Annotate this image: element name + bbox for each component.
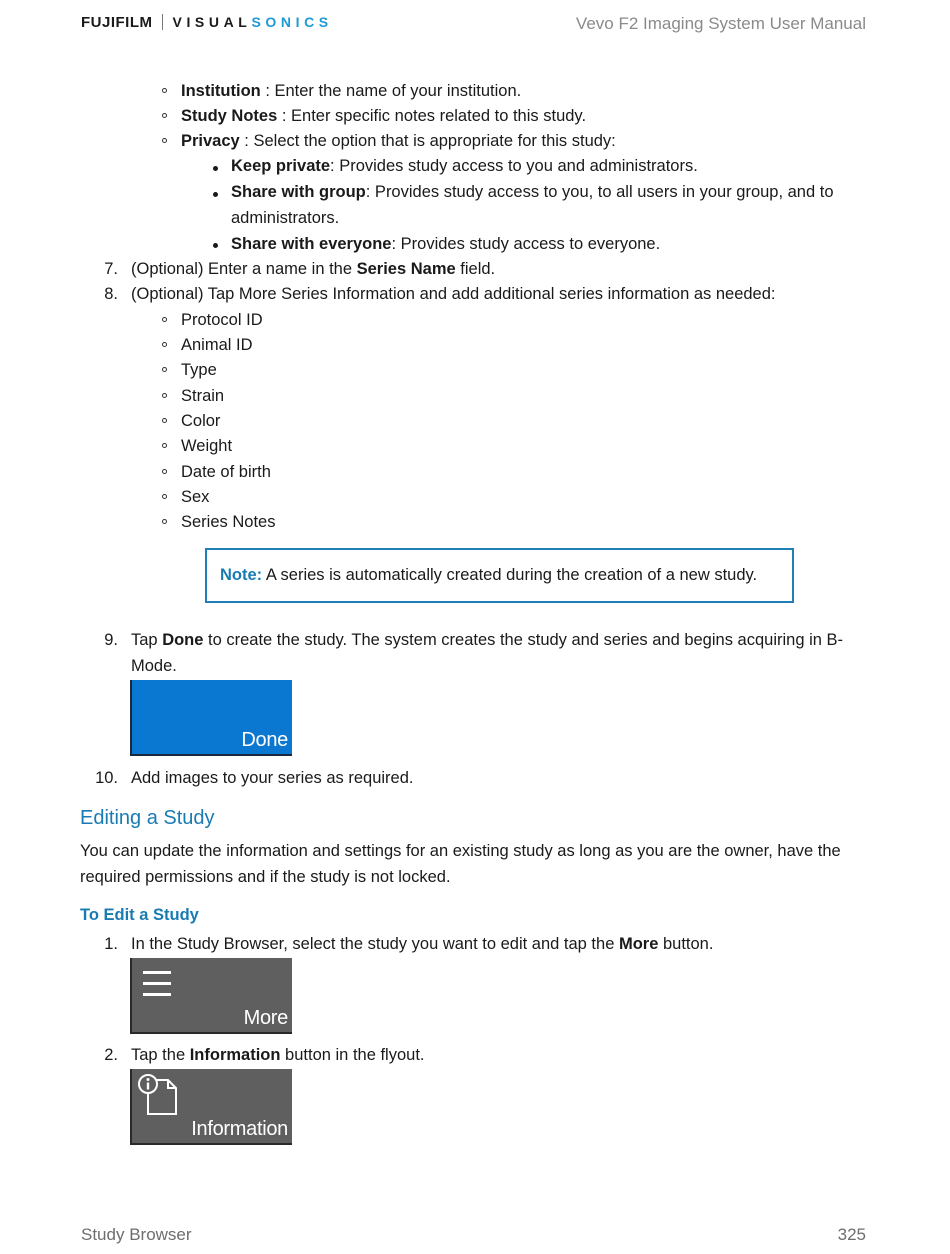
bullet-dot-icon [213, 243, 218, 248]
hamburger-menu-icon [142, 968, 172, 1003]
bullet-circle-icon [162, 519, 167, 524]
step-number: 8. [104, 285, 118, 303]
bullet-circle-icon [162, 342, 167, 347]
section-paragraph: You can update the information and settings for an existing study as long as you are the owner, have the [80, 842, 841, 860]
logo-brand: FUJIFILM [81, 13, 153, 31]
bullet-circle-icon [162, 138, 167, 143]
edit-step-1-text: In the Study Browser, select the study you want to edit and tap the More button. [131, 935, 714, 953]
step-7-text: (Optional) Enter a name in the Series Name field. [131, 260, 496, 278]
series-field-item: Series Notes [181, 513, 276, 531]
section-heading: Editing a Study [80, 807, 215, 829]
done-button [130, 680, 292, 756]
privacy-option-share-group-cont: administrators. [231, 209, 340, 227]
page-number: 325 [837, 1225, 866, 1244]
information-button-label: Information [191, 1118, 288, 1140]
step-9-text: Tap Done to create the study. The system creates the study and series and begins acquiring in B- [131, 631, 844, 649]
series-field-item: Animal ID [181, 336, 253, 354]
bullet-circle-icon [162, 494, 167, 499]
manual-title: Vevo F2 Imaging System User Manual [575, 14, 866, 33]
privacy-option-share-everyone: Share with everyone: Provides study access to everyone. [231, 235, 661, 253]
note-box [205, 548, 794, 603]
logo-product-visual: VISUAL [172, 14, 252, 30]
step-8-text: (Optional) Tap More Series Information and add additional series information as needed: [131, 285, 776, 303]
bullet-circle-icon [162, 393, 167, 398]
procedure-heading: To Edit a Study [80, 906, 199, 924]
series-field-item: Color [181, 412, 221, 430]
privacy-option-keep-private: Keep private: Provides study access to you and administrators. [231, 157, 698, 175]
section-paragraph-cont: required permissions and if the study is not locked. [80, 868, 451, 886]
bullet-circle-icon [162, 88, 167, 93]
more-button-label: More [243, 1007, 288, 1029]
privacy-option-share-group: Share with group: Provides study access to you, to all users in your group, and to [231, 183, 834, 201]
fujifilm-visualsonics-logo [81, 13, 333, 31]
series-field-item: Weight [181, 437, 233, 455]
bullet-circle-icon [162, 367, 167, 372]
step-number: 2. [104, 1046, 118, 1064]
done-button-label: Done [241, 729, 288, 751]
information-button [130, 1069, 292, 1145]
logo-divider [162, 14, 163, 30]
step-number: 1. [104, 935, 118, 953]
list-item-institution: Institution : Enter the name of your institution. [181, 82, 522, 100]
bullet-circle-icon [162, 113, 167, 118]
step-number: 9. [104, 631, 118, 649]
step-number: 7. [104, 260, 118, 278]
bullet-circle-icon [162, 469, 167, 474]
bullet-circle-icon [162, 443, 167, 448]
footer-section-name: Study Browser [81, 1225, 192, 1244]
step-number: 10. [95, 769, 118, 787]
more-button [130, 958, 292, 1034]
series-field-item: Sex [181, 488, 210, 506]
list-item-study-notes: Study Notes : Enter specific notes related to this study. [181, 107, 587, 125]
logo-product-sonics: SONICS [251, 14, 333, 30]
edit-step-2-text: Tap the Information button in the flyout. [131, 1046, 425, 1064]
step-9-text-cont: Mode. [131, 657, 177, 675]
series-field-item: Strain [181, 387, 225, 405]
step-10-text: Add images to your series as required. [131, 769, 414, 787]
bullet-circle-icon [162, 317, 167, 322]
series-field-item: Protocol ID [181, 311, 263, 329]
series-field-item: Date of birth [181, 463, 271, 481]
list-item-privacy: Privacy : Select the option that is appropriate for this study: [181, 132, 616, 150]
info-document-icon [136, 1072, 180, 1121]
bullet-circle-icon [162, 418, 167, 423]
bullet-dot-icon [213, 166, 218, 171]
bullet-dot-icon [213, 192, 218, 197]
note-label: Note: [220, 566, 263, 584]
note-text: Note: A series is automatically created during the creation of a new study. [220, 566, 758, 584]
series-field-item: Type [181, 361, 217, 379]
